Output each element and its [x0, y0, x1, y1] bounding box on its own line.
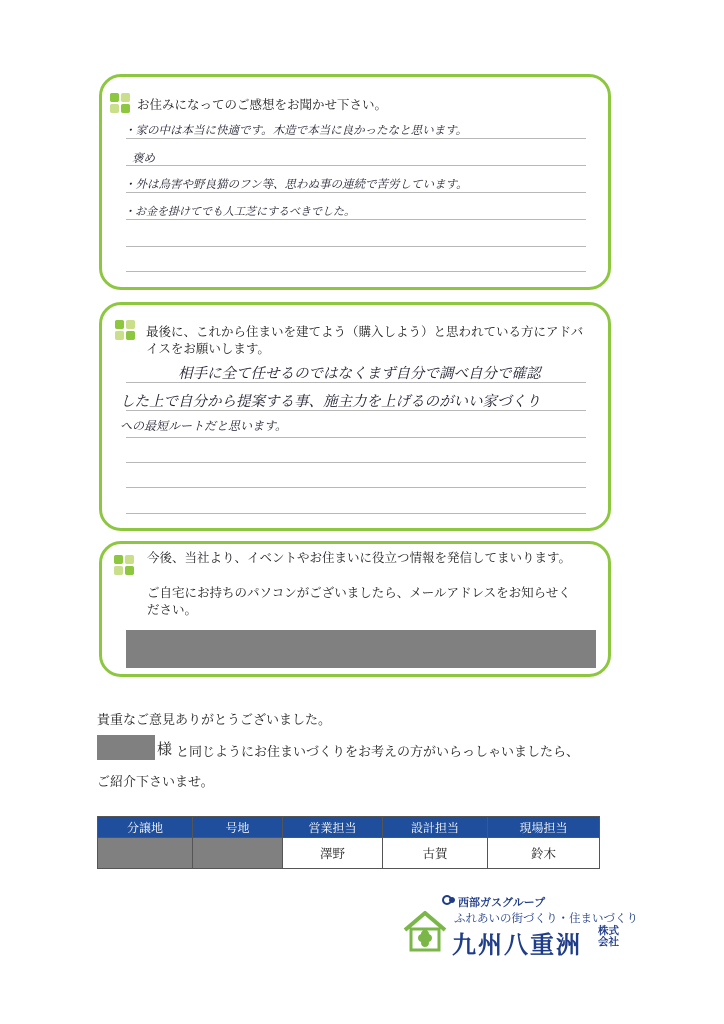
- header-lot: 分譲地: [98, 817, 193, 838]
- referral-text-2: ご紹介下さいませ。: [97, 775, 214, 790]
- answer-line: [126, 462, 586, 463]
- redacted-email: [126, 630, 596, 668]
- design-staff: 古賀: [383, 838, 488, 869]
- company-name: 九州八重洲: [452, 931, 582, 959]
- seibu-gas-icon: [442, 894, 456, 906]
- clover-icon: [114, 555, 134, 575]
- answer-line: [126, 437, 586, 438]
- handwritten-answer: 相手に全て任せるのではなくまず自分で調べ自分で確認: [178, 366, 541, 382]
- header-site: 現場担当: [488, 817, 600, 838]
- handwritten-answer: への最短ルートだと思います。: [120, 419, 288, 433]
- referral-text: と同じようにお住まいづくりをお考えの方がいらっしゃいましたら、: [176, 745, 580, 760]
- question-impressions: お住みになってのご感想をお聞かせ下さい。: [137, 97, 388, 112]
- info-text-email: ご自宅にお持ちのパソコンがございましたら、メールアドレスをお知らせください。: [147, 585, 571, 617]
- handwritten-answer: した上で自分から提案する事、施主力を上げるのがいい家づくり: [120, 394, 541, 410]
- table-row: [98, 838, 600, 869]
- site-staff: 鈴木: [488, 838, 600, 869]
- answer-line: [126, 138, 586, 139]
- house-clover-logo-icon: [402, 909, 448, 953]
- handwritten-answer: ・家の中は本当に快適です。木造で本当に良かったなと思います。: [124, 123, 468, 137]
- handwritten-answer: 褒め: [132, 151, 155, 165]
- company-tagline: ふれあいの街づくり・住まいづくり: [454, 911, 638, 925]
- handwritten-answer: ・外は烏害や野良猫のフン等、思わぬ事の連続で苦労しています。: [124, 177, 468, 191]
- answer-line: [126, 192, 586, 193]
- table-header-row: [98, 817, 600, 838]
- answer-line: [126, 246, 586, 247]
- header-design: 設計担当: [383, 817, 488, 838]
- clover-icon: [110, 93, 130, 113]
- question-advice: 最後に、これから住まいを建てよう（購入しよう）と思われている方にアドバイスをお願いします。: [146, 324, 584, 356]
- answer-line: [126, 513, 586, 514]
- header-lot-number: 号地: [193, 817, 283, 838]
- redacted-name: [97, 735, 155, 760]
- sales-staff: 澤野: [283, 838, 383, 869]
- answer-line: [126, 487, 586, 488]
- answer-line: [126, 219, 586, 220]
- handwritten-answer: ・お金を掛けてでも人工芝にするべきでした。: [124, 205, 355, 218]
- company-corp-suffix: 株式会社: [598, 925, 619, 948]
- answer-line: [126, 271, 586, 272]
- group-name: 西部ガスグループ: [458, 896, 546, 909]
- redacted-lot: [98, 838, 193, 869]
- info-text-events: 今後、当社より、イベントやお住まいに役立つ情報を発信してまいります。: [147, 550, 572, 565]
- redacted-lot-number: [193, 838, 283, 869]
- header-sales: 営業担当: [283, 817, 383, 838]
- honorific: 様: [157, 740, 173, 758]
- clover-icon: [115, 320, 135, 340]
- thanks-text: 貴重なご意見ありがとうございました。: [97, 713, 332, 728]
- answer-line: [126, 165, 586, 166]
- staff-table: [97, 816, 600, 869]
